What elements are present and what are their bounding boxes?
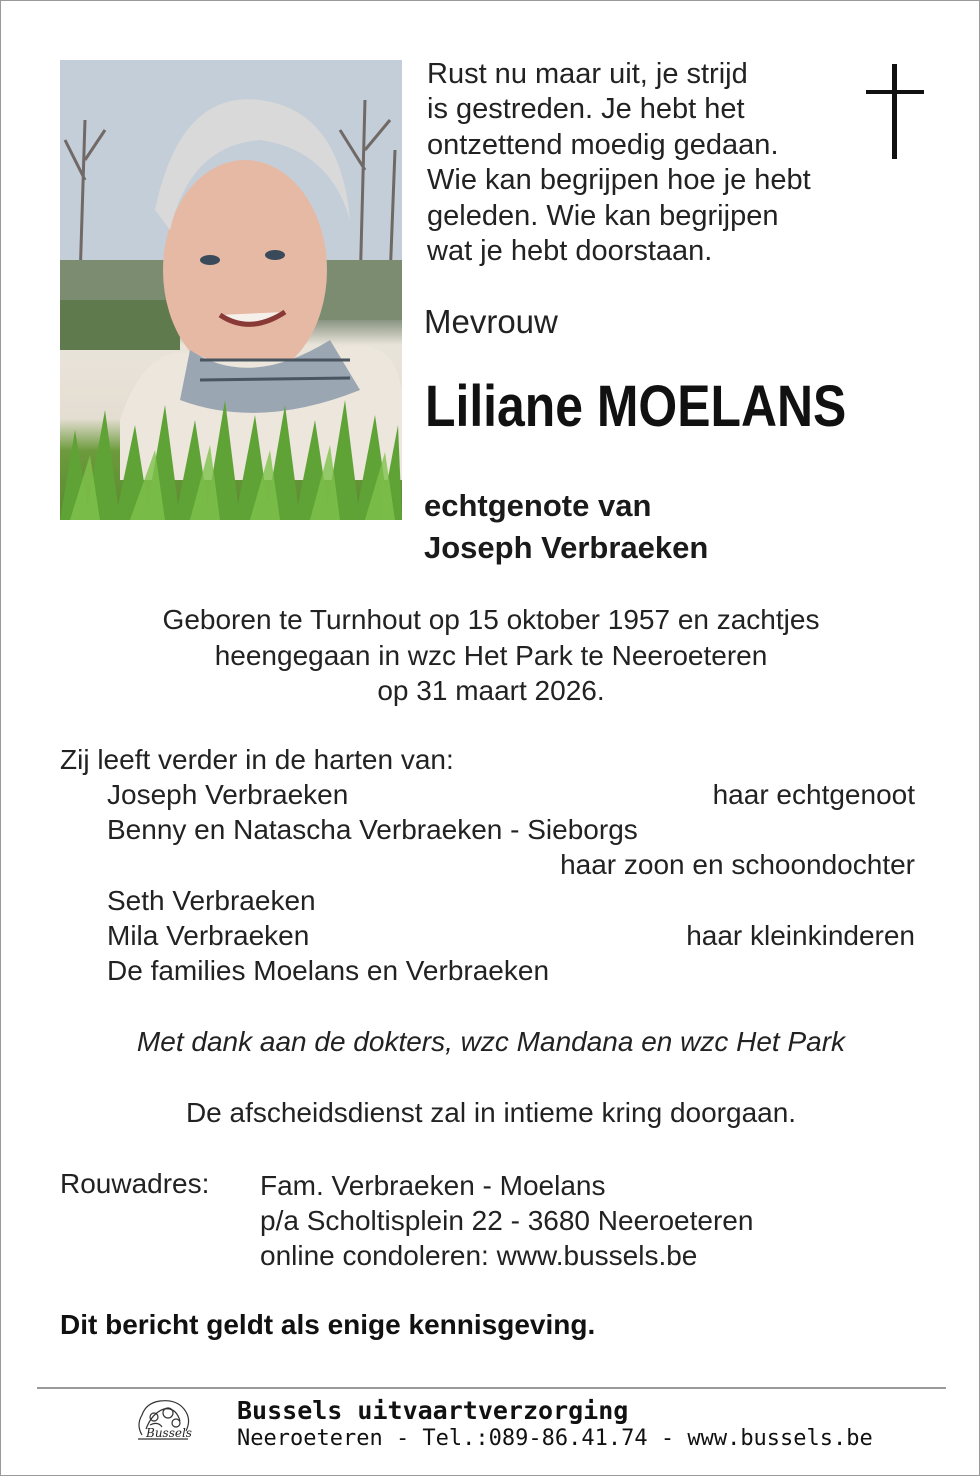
survivor-name: Mila Verbraeken: [107, 920, 310, 951]
portrait-photo: [60, 60, 402, 520]
survivor-relation: haar zoon en schoondochter: [560, 849, 915, 880]
survivor-row: [107, 920, 915, 956]
survivor-name: Seth Verbraeken: [107, 885, 316, 916]
birth-death-info: [1, 602, 980, 709]
company-contact: Neeroeteren - Tel.:089-86.41.74 - www.bussels.be: [237, 1426, 873, 1451]
survivor-row: [107, 955, 915, 991]
birth-line-1: Geboren te Turnhout op 15 oktober 1957 en zachtjes: [162, 604, 820, 635]
address-line-2: p/a Scholtisplein 22 - 3680 Neeroeteren: [260, 1205, 754, 1236]
survivor-relation: haar echtgenoot: [712, 779, 915, 810]
notice-line: Dit bericht geldt als enige kennisgeving.: [60, 1309, 596, 1340]
birth-line-2: heengegaan in wzc Het Park te Neeroeteren: [214, 639, 768, 671]
survivors-intro: Zij leeft verder in de harten van:: [60, 744, 454, 775]
logo-wordmark: Bussels: [146, 1426, 192, 1440]
survivor-row: [107, 779, 915, 815]
spouse-name: Joseph Verbraeken: [424, 530, 709, 565]
spouse-info: [424, 485, 708, 569]
survivor-relation: haar kleinkinderen: [686, 920, 915, 951]
survivor-name: De families Moelans en Verbraeken: [107, 955, 550, 986]
bussels-logo: [132, 1395, 194, 1449]
portrait-illustration: [60, 60, 402, 520]
survivor-name: Benny en Natascha Verbraeken - Sieborgs: [107, 814, 638, 845]
footer-divider: [37, 1387, 946, 1389]
service-line: De afscheidsdienst zal in intieme kring doorgaan.: [185, 1097, 797, 1128]
deceased-name: Liliane MOELANS: [425, 374, 847, 439]
spouse-relation: echtgenote van: [424, 488, 652, 523]
survivor-row: [107, 885, 915, 921]
company-name: Bussels uitvaartverzorging: [237, 1396, 629, 1425]
survivor-row: [107, 814, 915, 850]
salutation: Mevrouw: [424, 303, 558, 340]
address-line-1: Fam. Verbraeken - Moelans: [260, 1170, 606, 1201]
address-block: [260, 1168, 753, 1273]
cross-icon: [866, 64, 924, 159]
birth-line-3: op 31 maart 2026.: [377, 675, 605, 706]
address-label: Rouwadres:: [60, 1168, 210, 1199]
survivor-name: Joseph Verbraeken: [107, 779, 349, 810]
thanks-line: Met dank aan de dokters, wzc Mandana en wzc Het Park: [136, 1026, 846, 1057]
memorial-poem: Rust nu maar uit, je strijd is gestreden. Je hebt het ontzettend moedig gedaan. Wie kan begrijpen hoe je hebt geleden. Wie kan begrijpen wat je hebt doorstaan.: [427, 58, 811, 268]
address-line-3: online condoleren: www.bussels.be: [260, 1240, 698, 1271]
survivor-row: [107, 849, 915, 885]
